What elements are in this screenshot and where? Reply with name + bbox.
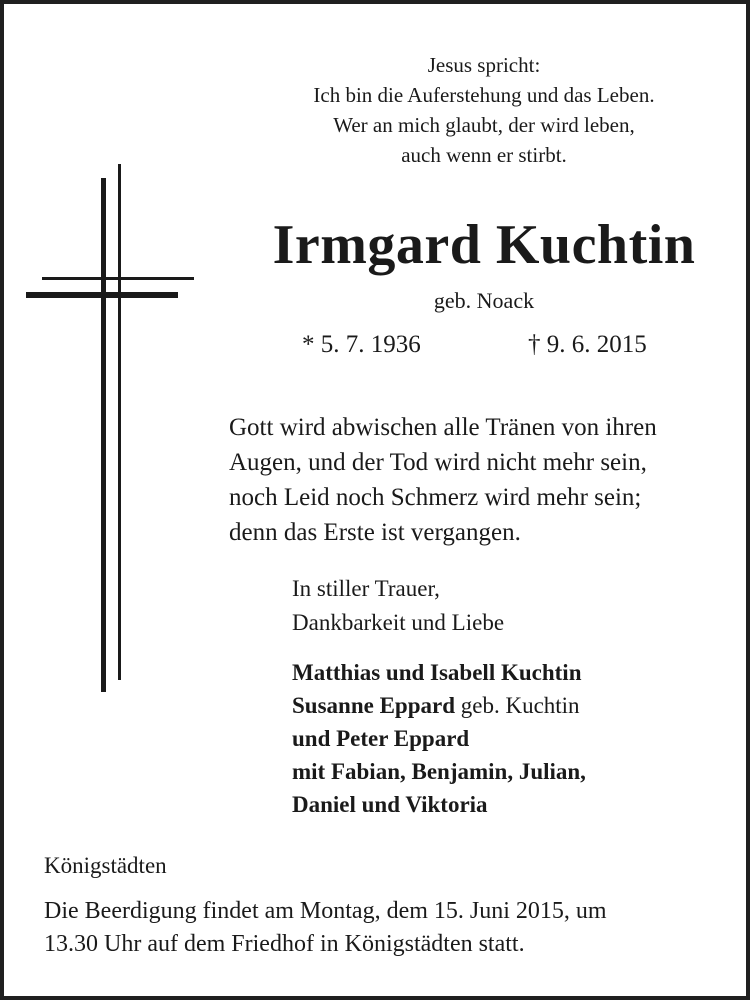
family-name-suffix: geb. Kuchtin (455, 693, 580, 718)
family-name: Susanne Eppard (292, 693, 455, 718)
mourning-line: Dankbarkeit und Liebe (292, 610, 505, 635)
cross-vertical-bar (101, 178, 106, 692)
quote-line: Wer an mich glaubt, der wird leben, (333, 113, 635, 137)
scripture-quote (254, 50, 714, 170)
quote-line: Jesus spricht: (427, 53, 541, 77)
family-signatures (292, 656, 586, 821)
funeral-notice (44, 895, 607, 961)
cross-horizontal-bar-thin (42, 277, 194, 280)
verse-line: noch Leid noch Schmerz wird mehr sein; (229, 484, 642, 511)
family-name: und Peter Eppard (292, 726, 470, 751)
verse-line: Augen, und der Tod wird nicht mehr sein, (229, 449, 647, 476)
double-line-cross-icon (4, 4, 204, 704)
verse-line: Gott wird abwischen alle Tränen von ihren (229, 414, 657, 441)
family-line (292, 656, 586, 689)
death-date: † 9. 6. 2015 (528, 331, 647, 358)
family-line (292, 689, 586, 722)
quote-line: auch wenn er stirbt. (401, 143, 567, 167)
family-line (292, 788, 586, 821)
mourning-line: In stiller Trauer, (292, 576, 440, 601)
funeral-line: 13.30 Uhr auf dem Friedhof in Königstädten statt. (44, 931, 525, 957)
deceased-name: Irmgard Kuchtin (272, 214, 696, 276)
family-line (292, 722, 586, 755)
bible-verse (229, 410, 657, 550)
family-line (292, 755, 586, 788)
funeral-line: Die Beerdigung findet am Montag, dem 15. Juni 2015, um (44, 898, 607, 924)
mourning-phrase (292, 572, 504, 640)
place-name: Königstädten (44, 853, 167, 878)
quote-line: Ich bin die Auferstehung und das Leben. (313, 83, 655, 107)
maiden-name: geb. Noack (433, 288, 535, 313)
family-name: Daniel und Viktoria (292, 792, 488, 817)
birth-date: * 5. 7. 1936 (302, 331, 421, 358)
cross-horizontal-bar (26, 292, 178, 298)
verse-line: denn das Erste ist vergangen. (229, 519, 521, 546)
cross-vertical-bar-thin (118, 164, 121, 680)
family-name: mit Fabian, Benjamin, Julian, (292, 759, 586, 784)
family-name: Matthias und Isabell Kuchtin (292, 660, 582, 685)
